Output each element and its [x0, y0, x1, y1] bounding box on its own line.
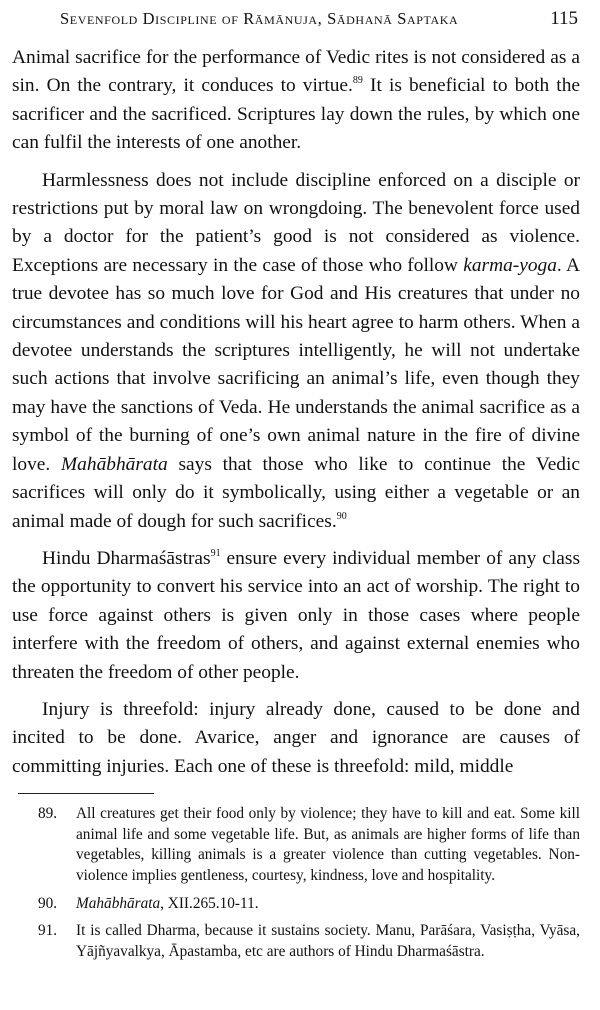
paragraph-text: It is beneficial to both the sacrificer and the sacrificed. Scriptures lay down the rules, by which one can fulfil the interests of one another. [12, 75, 580, 154]
footnote-text: It is called Dharma, because it sustains society. Manu, Parāśara, Vasiṣṭha, Vyāsa, Yājñyavalkya, Āpastamba, etc are authors of Hindu Dharmaśāstra. [76, 922, 580, 960]
paragraph-text: ensure every individual member of any class the opportunity to convert his service into an act of worship. The right to use force against others is given only in those cases where people interfere with the freedom of others, and against external enemies who threaten the freedom of other people. [12, 547, 580, 683]
footnote-text [76, 894, 580, 915]
footnote-ref-89: 89 [352, 75, 363, 87]
page-number: 115 [550, 8, 578, 29]
term-karma-yoga: karma-yoga [463, 254, 557, 276]
body-text [12, 44, 580, 781]
footnote-number: 91. [38, 922, 58, 940]
paragraph-text: Animal sacrifice for the performance of Vedic rites is not considered as a sin. On the contrary, it conduces to virtue. [12, 47, 580, 97]
footnote-number: 89. [38, 805, 58, 823]
footnote-citation: , XII.265.10-11. [160, 894, 259, 912]
footnote-number: 90. [38, 894, 58, 912]
footnote-91 [38, 921, 580, 962]
paragraph-text: Hindu Dharmaśāstras [42, 547, 211, 569]
footnote-90 [38, 894, 580, 915]
paragraph-text: Harmlessness does not include discipline enforced on a disciple or restrictions put by moral law on wrongdoing. The benevolent force used by a doctor for the patient’s good is not considered as violence. Exceptions are necessary in the case of those who follow [12, 169, 580, 276]
footnote-ref-91: 91 [210, 547, 221, 559]
footnote-divider [18, 793, 154, 794]
footnote-text: All creatures get their food only by violence; they have to kill and eat. Some kill animal life and some vegetable life. But, as animals are higher forms of life than vegetables, killing animals is a greater violence than cutting vegetables. Non-violence implies gentleness, courtesy, kindness, love and hospitality. [76, 805, 580, 884]
paragraph-injury [12, 696, 580, 781]
footnote-title: Mahābhārata [76, 894, 161, 912]
page-header [12, 8, 580, 38]
paragraph-harmlessness [12, 167, 580, 536]
paragraph-text: Injury is threefold: injury already done, caused to be done and incited to be done. Avarice, anger and ignorance are causes of committing injuries. Each one of these is threefold: mild, middle [12, 698, 580, 777]
title-mahabharata: Mahābhārata [61, 453, 168, 475]
footnote-ref-90: 90 [336, 510, 347, 522]
paragraph-animal-sacrifice [12, 44, 580, 158]
paragraph-dharmasastras [12, 545, 580, 687]
paragraph-text: says that those who like to continue the Vedic sacrifices will only do it symbolically, using either a vegetable or an animal made of dough for such sacrifices. [12, 453, 580, 532]
footnote-89 [38, 804, 580, 886]
running-head: Sevenfold Discipline of Rāmānuja, Sādhanā Saptaka [60, 9, 459, 28]
paragraph-text: . A true devotee has so much love for God and His creatures that under no circumstances and conditions will his heart agree to harm others. When a devotee understands the scriptures intelligently, he will not undertake such actions that involve sacrificing an animal’s life, even though they may have the sanctions of Veda. He understands the animal sacrifice as a symbol of the burning of one’s own animal nature in the fire of divine love. [12, 254, 580, 475]
footnotes [38, 804, 580, 962]
